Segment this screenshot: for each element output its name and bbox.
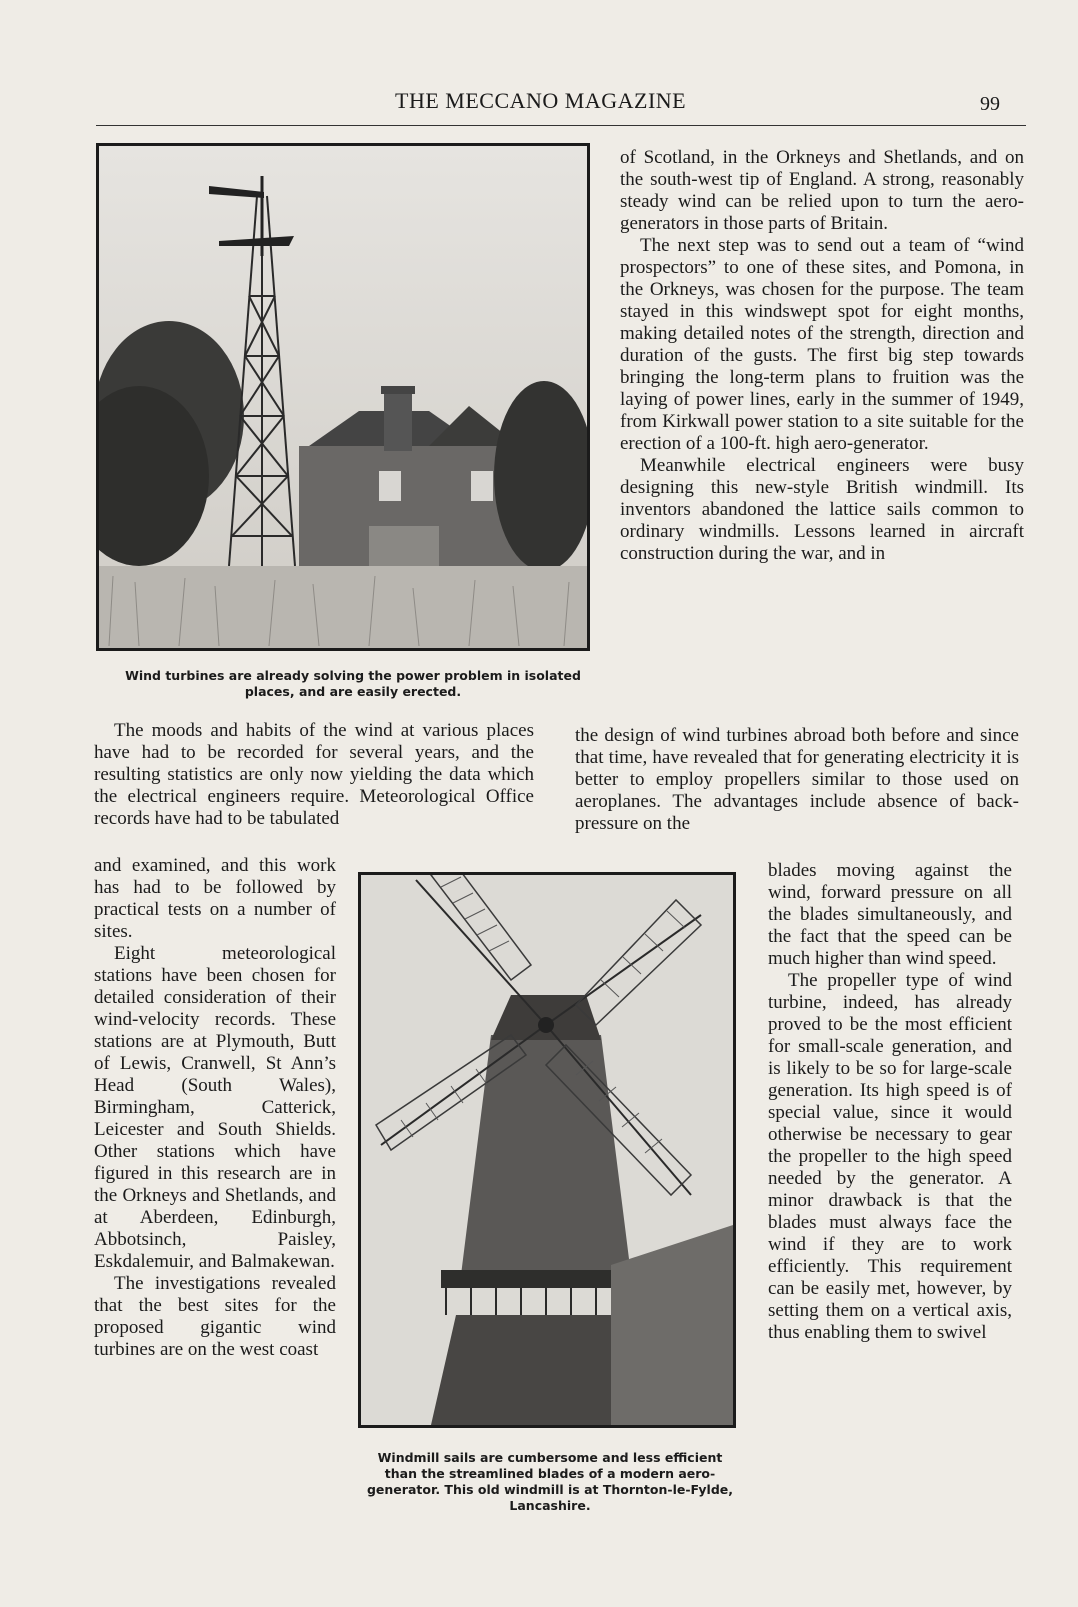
magazine-title: THE MECCANO MAGAZINE xyxy=(395,88,687,113)
paragraph: The moods and habits of the wind at various places have had to be recorded for several years, and the resulting statistics are only now yielding the data which the electrical engineers require. Meteorological Office records have had to be tabulated xyxy=(94,720,534,829)
paragraph: The propeller type of wind turbine, indeed, has already proved to be the most efficient for small-scale generation, and is likely to be so for large-scale generation. Its high speed is of special value, since it would otherwise be necessary to gear the propeller to the high speed needed by the generator. A minor drawback is that the blades must always face the wind if they are to work efficiently. This requirement can be easily met, however, by setting them on a vertical axis, thus enabling them to swivel xyxy=(768,970,1012,1343)
article-column-left-wide xyxy=(94,720,534,830)
paragraph: the design of wind turbines abroad both before and since that time, have revealed that for generating electricity it is better to employ propellers similar to those used on aeroplanes. The advantages include absence of back-pressure on the xyxy=(575,725,1019,834)
paragraph: The investigations revealed that the best sites for the proposed gigantic wind turbines are on the west coast xyxy=(94,1273,336,1360)
windmill-photo-caption: Windmill sails are cumbersome and less efficient than the streamlined blades of a modern aero-generator. This old windmill is at Thornton-le-Fylde, Lancashire. xyxy=(366,1450,733,1513)
page-number: 99 xyxy=(980,93,1000,115)
paragraph: The next step was to send out a team of “wind prospectors” to one of these sites, and Pomona, in the Orkneys, was chosen for the purpose. The team stayed in this windswept spot for eight months, making detailed notes of the strength, direction and duration of the gusts. The first big step towards bringing the long-term plans to fruition was the laying of power lines, early in the summer of 1949, from Kirkwall power station to a site suitable for the erection of a 100-ft. high aero-generator. xyxy=(620,235,1024,454)
paragraph: and examined, and this work has had to be followed by practical tests on a number of sites. xyxy=(94,855,336,942)
paragraph: Eight meteorological stations have been chosen for detailed consideration of their wind-velocity records. These stations are at Plymouth, Butt of Lewis, Cranwell, St Ann’s Head (South Wales), Birmingham, Catterick, Leicester and South Shields. Other stations which have figured in this research are in the Orkneys and Shetlands, and at Aberdeen, Edinburgh, Abbotsinch, Paisley, Eskdalemuir, and Balmakewan. xyxy=(94,943,336,1272)
article-column-right-top xyxy=(620,147,1024,565)
article-column-right-wide xyxy=(575,725,1019,835)
paragraph: Meanwhile electrical engineers were busy designing this new-style British windmill. Its inventors abandoned the lattice sails common to ordinary windmills. Lessons learned in aircraft construction during the war, and in xyxy=(620,455,1024,564)
windmill-photo xyxy=(358,872,736,1428)
header-rule xyxy=(96,125,1026,126)
wind-turbine-photo xyxy=(96,143,590,651)
wind-turbine-illustration xyxy=(99,146,587,648)
article-column-right-narrow xyxy=(768,860,1012,1344)
paragraph: blades moving against the wind, forward pressure on all the blades simultaneously, and the fact that the speed can be much higher than wind speed. xyxy=(768,860,1012,969)
turbine-photo-caption: Wind turbines are already solving the power problem in isolated places, and are easily erected. xyxy=(125,668,581,699)
windmill-illustration xyxy=(361,875,733,1425)
article-column-left-narrow xyxy=(94,855,336,1361)
paragraph: of Scotland, in the Orkneys and Shetlands, and on the south-west tip of England. A strong, reasonably steady wind can be relied upon to turn the aero-generators in those parts of Britain. xyxy=(620,147,1024,234)
